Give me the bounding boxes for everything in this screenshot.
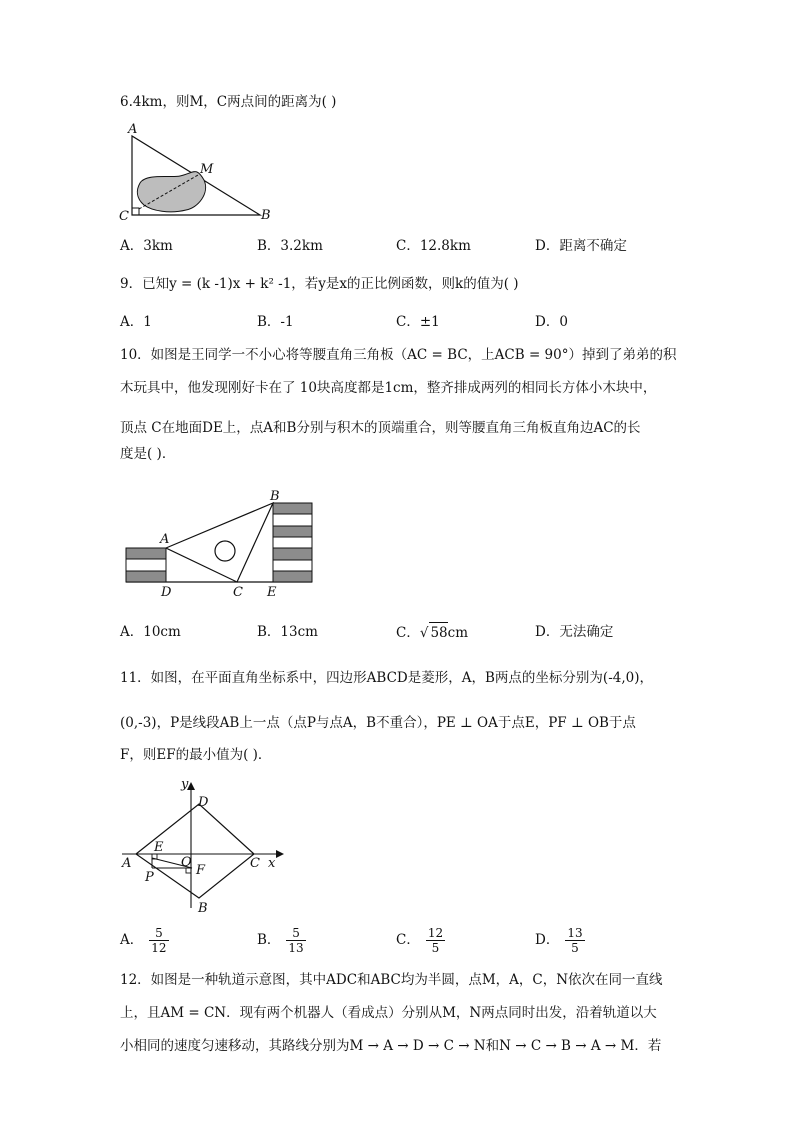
- q8-figure: [112, 118, 282, 228]
- label-c: C: [119, 209, 129, 224]
- label-b: B: [261, 208, 271, 223]
- q11-option-a[interactable]: [120, 926, 169, 955]
- q11-option-b-prefix: B．: [257, 932, 281, 948]
- fraction: [286, 926, 305, 955]
- q11-line-1: 11．如图，在平面直角坐标系中，四边形ABCD是菱形，A，B两点的坐标分别为(-4,0)，: [120, 670, 653, 686]
- q11-option-d[interactable]: [535, 926, 585, 955]
- q10-option-c-prefix: C．: [396, 625, 420, 641]
- q8-option-b[interactable]: B．3.2km: [257, 238, 323, 254]
- fraction: [426, 926, 445, 955]
- numerator: 5: [286, 926, 305, 941]
- label-x: x: [268, 856, 276, 871]
- label-a: A: [122, 856, 132, 871]
- label-d: D: [198, 795, 209, 810]
- label-p: P: [145, 870, 154, 885]
- numerator: 12: [427, 926, 444, 940]
- label-b: B: [270, 489, 280, 504]
- q11-option-c-prefix: C．: [396, 932, 420, 948]
- q10-option-b[interactable]: B．13cm: [257, 624, 318, 640]
- label-e: E: [154, 840, 164, 855]
- q10-option-c-unit: cm: [447, 625, 469, 641]
- q10-option-c[interactable]: [396, 622, 468, 643]
- label-c: C: [233, 585, 243, 600]
- denominator: 12: [151, 941, 167, 955]
- label-e: E: [267, 585, 277, 600]
- q9-option-b[interactable]: B．-1: [257, 314, 294, 330]
- q11-option-d-prefix: D．: [535, 932, 560, 948]
- q9-option-d[interactable]: D．0: [535, 314, 568, 330]
- q12-line-2: 上，且AM = CN．现有两个机器人（看成点）分别从M，N两点同时出发，沿着轨道以大: [120, 1005, 657, 1021]
- q10-option-c-radicand: 58: [429, 622, 447, 643]
- q10-option-d[interactable]: D．无法确定: [535, 624, 614, 640]
- label-d: D: [161, 585, 172, 600]
- denominator: 13: [288, 941, 304, 955]
- label-o: O: [181, 855, 192, 870]
- sqrt-sign: √: [419, 625, 429, 641]
- q11-option-a-prefix: A．: [120, 932, 144, 948]
- q8-option-c[interactable]: C．12.8km: [396, 238, 471, 254]
- q8-text: 6.4km，则M，C两点间的距离为( ): [120, 94, 337, 110]
- q8-option-d[interactable]: D．距离不确定: [535, 238, 627, 254]
- q9-option-a[interactable]: A．1: [120, 314, 152, 330]
- q11-line-2: (0,-3)，P是线段AB上一点（点P与点A，B不重合），PE ⊥ OA于点E，PF ⊥ OB于点: [120, 715, 636, 731]
- q9-option-c[interactable]: C．±1: [396, 314, 440, 330]
- numerator: 5: [149, 926, 168, 941]
- q10-line-1: 10．如图是王同学一不小心将等腰直角三角板（AC = BC，上ACB = 90°）掉到了弟弟的积: [120, 347, 677, 363]
- q10-line-2: 木玩具中，他发现刚好卡在了 10块高度都是1cm，整齐排成两列的相同长方体小木块中，: [120, 380, 657, 396]
- q10-option-a[interactable]: A．10cm: [120, 624, 181, 640]
- q11-figure: [118, 778, 288, 914]
- fraction: [149, 926, 168, 955]
- q11-line-3: F，则EF的最小值为( )．: [120, 747, 272, 763]
- q12-line-3: 小相同的速度匀速移动，其路线分别为M → A → D → C → N和N → C → B → A → M．若: [120, 1038, 662, 1054]
- q10-line-4: 度是( )．: [120, 446, 176, 462]
- q8-option-a[interactable]: A．3km: [120, 238, 173, 254]
- label-c: C: [250, 856, 260, 871]
- q11-option-c[interactable]: [396, 926, 445, 955]
- numerator: 13: [567, 926, 583, 940]
- lake-shape: [137, 172, 205, 212]
- label-b: B: [198, 901, 208, 914]
- q12-line-1: 12．如图是一种轨道示意图，其中ADC和ABC均为半圆，点M，A，C，N依次在同一直线: [120, 972, 663, 988]
- label-m: M: [200, 162, 214, 177]
- q10-figure: [120, 488, 320, 600]
- label-y: y: [181, 778, 189, 792]
- label-f: F: [196, 863, 206, 878]
- q10-line-3: 顶点 C在地面DE上，点A和B分别与积木的顶端重合，则等腰直角三角板直角边AC的长: [120, 420, 641, 436]
- denominator: 5: [431, 941, 440, 955]
- q11-option-b[interactable]: [257, 926, 306, 955]
- fraction: [565, 926, 584, 955]
- q9-text: 9．已知y = (k -1)x + k² -1，若y是x的正比例函数，则k的值为( ): [120, 276, 519, 292]
- label-a: A: [160, 532, 170, 547]
- label-a: A: [128, 122, 138, 137]
- denominator: 5: [571, 941, 579, 955]
